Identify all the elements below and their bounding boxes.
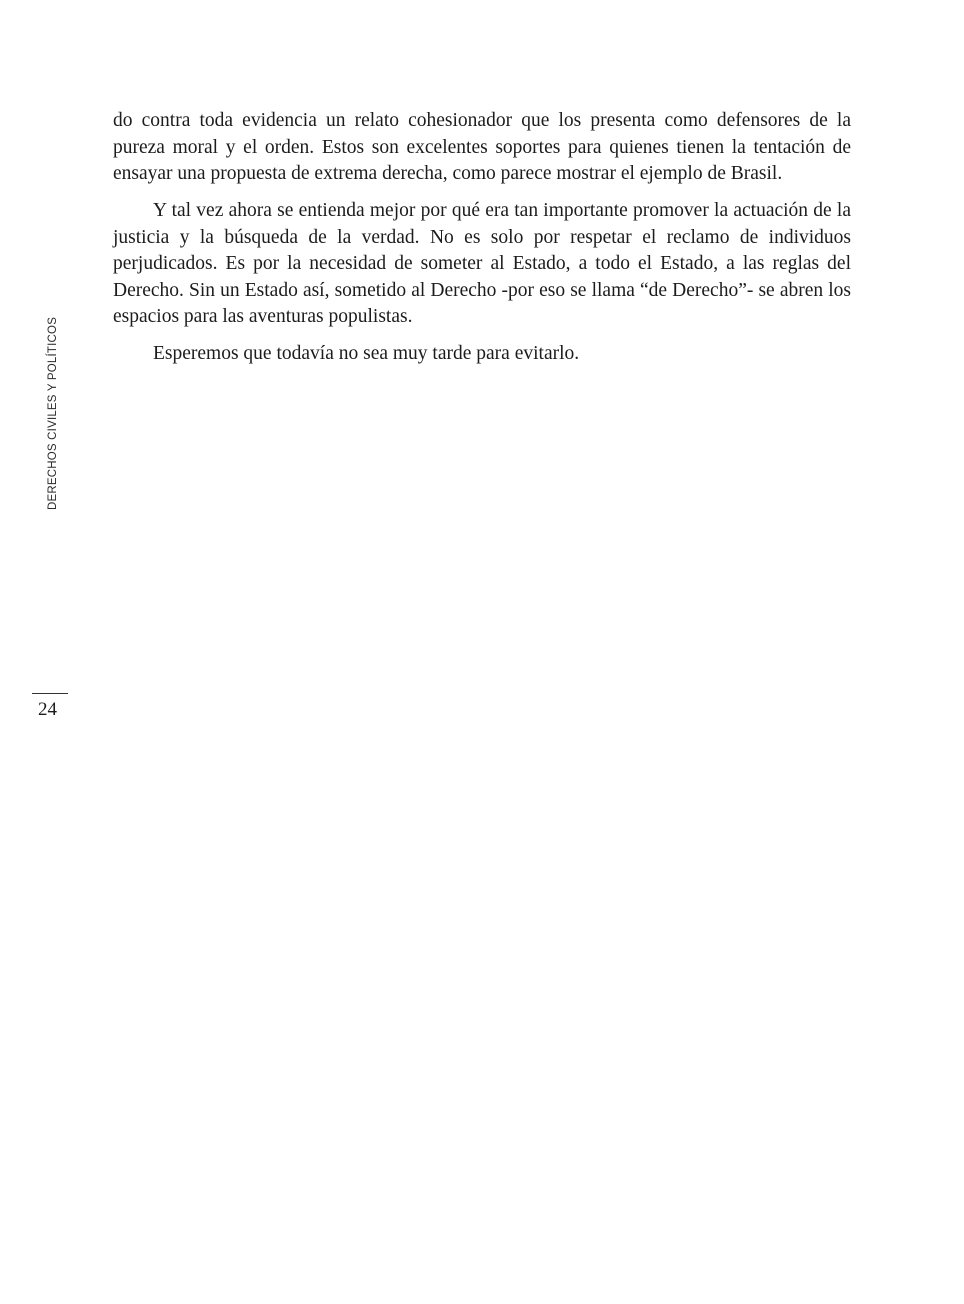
paragraph-closing: Esperemos que todavía no sea muy tarde para evitarlo. xyxy=(153,343,580,364)
paragraph: Y tal vez ahora se entienda mejor por qué era tan importante promover la actuación de la justicia y la búsqueda de la verdad. No es solo por respetar el reclamo de individuos perjudicados. Es por la necesidad de someter al Estado, a todo el Estado, a las reglas del Derecho. Sin un Estado así, sometido al Derecho -por eso se llama “de Derecho”- se abren los espacios para las aventuras populistas. xyxy=(113,200,851,327)
paragraph-continuation: do contra toda evidencia un relato cohesionador que los presenta como defensores de la pureza moral y el orden. Estos son excelentes soportes para quienes tienen la tentación de ensayar una propuesta de extrema derecha, como parece mostrar el ejemplo de Brasil. xyxy=(113,110,851,184)
section-running-header: DERECHOS CIVILES Y POLÍTICOS xyxy=(47,316,59,510)
page-number-rule xyxy=(32,693,68,694)
body-text xyxy=(113,108,851,378)
page-number: 24 xyxy=(38,699,57,720)
